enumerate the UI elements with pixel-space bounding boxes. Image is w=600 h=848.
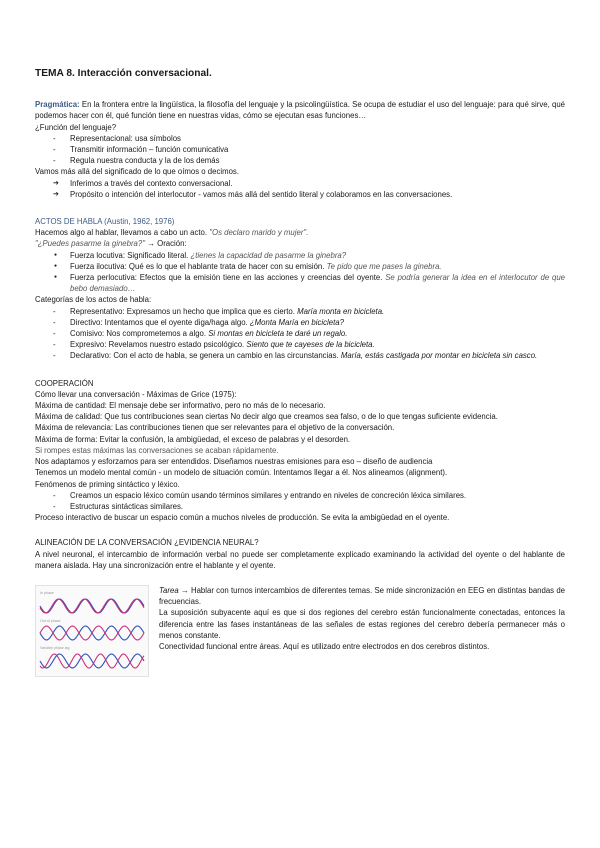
tipo-example: ¿Monta María en bicicleta? — [249, 317, 344, 327]
document-page — [35, 68, 565, 677]
figure-label-variable-phase: Variable phase lag — [40, 645, 70, 650]
actos-line2 — [35, 238, 565, 249]
fuerzas-list — [35, 250, 565, 295]
actos-heading: ACTOS DE HABLA (Austin, 1962, 1976) — [35, 217, 175, 227]
fuerza-example: Se podría generar la idea en el interlocutor de que bebo demasiado… — [70, 273, 565, 294]
actos-line1-text: Hacemos algo al hablar, llevamos a cabo un acto. — [35, 228, 210, 238]
figure-label-in-phase: In phase — [40, 590, 54, 595]
pragmatica-paragraph — [35, 99, 565, 121]
figure-label-out-of-phase: Out of phase — [40, 618, 61, 623]
document-title: TEMA 8. Interacción conversacional. — [35, 68, 212, 79]
adaptamos-text: Nos adaptamos y esforzamos para ser entendidos. Diseñamos nuestras emisiones para eso – diseño de audiencia — [35, 457, 433, 467]
tipo-text: Representativo: Expresamos un hecho que implica que es cierto. — [70, 306, 298, 316]
list-item: - Representacional: usa símbolos — [35, 133, 565, 144]
maxima-relevancia: Máxima de relevancia: Las contribuciones tienen que ser relevantes para el objetivo de la conversación. — [35, 423, 395, 433]
tipo-text: Declarativo: Con el acto de habla, se genera un cambio en las circunstancias. — [70, 351, 341, 361]
tarea-text: → Hablar con turnos intercambios de diferentes temas. Se mide sincronización en EEG en distintas bandas de frecuencias. — [159, 585, 565, 607]
conectividad-text: Conectividad funcional entre áreas. Aquí es utilizado entre electrodos en dos cerebros distintos. — [159, 641, 490, 651]
list-item: ➔ Propósito o intención del interlocutor - vamos más allá del sentido literal y colaboramos en las conversaciones. — [35, 189, 565, 200]
tipo-text: Comisivo: Nos comprometemos a algo. — [70, 329, 209, 339]
functions-list — [35, 133, 565, 167]
list-item: - Creamos un espacio léxico común usando términos similares y entrando en niveles de concreción léxica similares. — [35, 490, 565, 501]
list-item: - Regula nuestra conducta y la de los demás — [35, 155, 565, 166]
maxima-calidad: Máxima de calidad: Que tus contribuciones sean ciertas No decir algo que creamos sea falso, o de lo que tengas suficiente evidencia. — [35, 412, 498, 422]
list-item — [35, 339, 565, 350]
beyond-text: Vamos más allá del significado de lo que oímos o decimos. — [35, 167, 239, 177]
tarea-label: Tarea — [159, 585, 179, 595]
alineacion-text: A nivel neuronal, el intercambio de información verbal no puede ser completamente explicado examinando la actividad del oyente o del hablante de manera aislada. Hay una sincronización entre el hablante y el oyente. — [35, 549, 565, 570]
maxima-cantidad: Máxima de cantidad: El mensaje debe ser informativo, pero no más de lo necesario. — [35, 401, 326, 411]
tarea-paragraph — [159, 585, 565, 607]
list-item — [35, 350, 565, 361]
maxima-forma: Máxima de forma: Evitar la confusión, la ambigüedad, el exceso de palabras y el desorden. — [35, 434, 351, 444]
categorias-label: Categorías de los actos de habla: — [35, 295, 152, 305]
fuerza-example: ¿tienes la capacidad de pasarme la ginebra? — [190, 250, 347, 260]
list-item: - Transmitir información – función comunicativa — [35, 144, 565, 155]
tipos-list — [35, 306, 565, 362]
modelo-text: Tenemos un modelo mental común - un modelo de situación común. Intentamos llegar a él. Nos alineamos (alignment). — [35, 468, 448, 478]
figure-row — [35, 585, 565, 677]
list-item — [35, 250, 565, 261]
fuerza-text: Fuerza perlocutiva: Efectos que la emisión tiene en las acciones y creencias del oyente. — [70, 273, 386, 283]
phase-figure — [35, 585, 149, 677]
tipo-example: María, estás castigada por montar en bicicleta sin casco. — [340, 351, 538, 361]
priming-text: Fenómenos de priming sintáctico y léxico. — [35, 479, 180, 489]
list-item — [35, 261, 565, 272]
proceso-text: Proceso interactivo de buscar un espacio común a muchos niveles de producción. Se evita la ambigüedad en el oyente. — [35, 513, 450, 523]
priming-list — [35, 490, 565, 512]
list-item — [35, 272, 565, 294]
list-item: ➔ Inferimos a través del contexto conversacional. — [35, 178, 565, 189]
funcion-question: ¿Función del lenguaje? — [35, 122, 117, 132]
actos-line1-example: "Os declaro marido y mujer". — [209, 228, 309, 238]
actos-line1 — [35, 227, 565, 238]
arrow-list — [35, 178, 565, 200]
suposicion-text: La suposición subyacente aquí es que si dos regiones del cerebro están funcionalmente conectadas, entonces la diferencia entre las fases instantáneas de las señales de estas regiones del cerebro debería permanecer más o menos constante. — [159, 608, 565, 640]
list-item — [35, 306, 565, 317]
fuerza-text: Fuerza locutiva: Significado literal. — [70, 250, 191, 260]
phase-waves-image — [36, 586, 148, 676]
tipo-text: Expresivo: Revelamos nuestro estado psicológico. — [70, 340, 247, 350]
list-item: - Estructuras sintácticas similares. — [35, 501, 565, 512]
pragmatica-label: Pragmática: — [35, 100, 80, 110]
fuerza-text: Fuerza ilocutiva: Qué es lo que el hablante trata de hacer con su emisión. — [70, 261, 327, 271]
tipo-example: Siento que te cayeses de la bicicleta. — [246, 340, 375, 350]
actos-line2-text: → Oración: — [145, 239, 187, 249]
cooperacion-intro: Cómo llevar una conversación - Máximas de Grice (1975): — [35, 389, 237, 399]
fuerza-example: Te pido que me pases la ginebra. — [326, 261, 442, 271]
tipo-text: Directivo: Intentamos que el oyente diga/haga algo. — [70, 317, 250, 327]
cooperacion-heading: COOPERACIÓN — [35, 378, 94, 388]
figure-text — [159, 585, 565, 677]
tipo-example: Si montas en bicicleta te daré un regalo. — [208, 329, 348, 339]
pragmatica-text: En la frontera entre la lingüística, la filosofía del lenguaje y la psicolingüística. Se ocupa de estudiar el uso del lenguaje: para qué sirve, qué podemos hacer con él, qué función tiene en nuestras vidas, cómo se ejecutan esas funciones… — [35, 100, 565, 121]
list-item — [35, 317, 565, 328]
alineacion-heading: ALINEACIÓN DE LA CONVERSACIÓN ¿EVIDENCIA NEURAL? — [35, 538, 259, 548]
actos-line2-example: "¿Puedes pasarme la ginebra?" — [35, 239, 145, 249]
rompes-text: Si rompes estas máximas las conversaciones se acaban rápidamente. — [35, 445, 279, 455]
tipo-example: María monta en bicicleta. — [297, 306, 385, 316]
list-item — [35, 328, 565, 339]
